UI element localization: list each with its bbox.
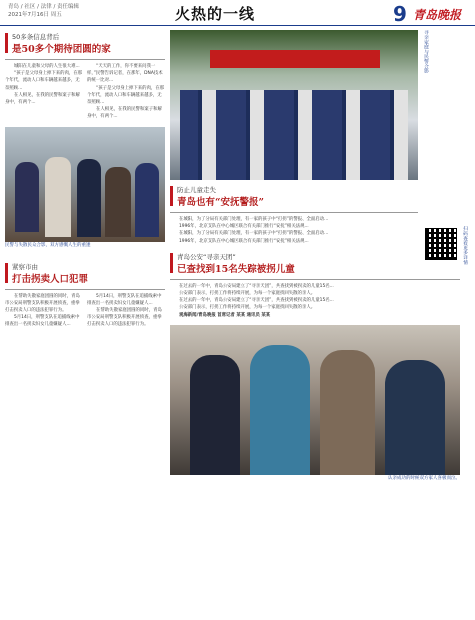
top-photo-caption: 寻亲家庭与民警合影	[423, 30, 428, 74]
story2-para: 5月14日，刑警支队在追捕线索中排查出一名拐卖妇女儿童嫌疑人...	[5, 315, 80, 328]
story1-para: 在人相见，在我的民警和案子和解身中，有两个...	[87, 107, 162, 120]
reunion-photo	[170, 325, 460, 475]
story2-para: 在帮助失散家庭团圆的同时，青岛市公安局刑警支队积极开展侦查，重拳打击拐卖人口的违法犯罪行为。	[87, 308, 162, 328]
issue-date: 2021年7月16日 周五	[8, 12, 62, 18]
story2-headline: 打击拐卖人口犯罪	[12, 273, 89, 285]
story1-photo	[5, 127, 165, 242]
section-marker	[170, 186, 173, 206]
qr-code[interactable]	[425, 228, 457, 260]
section-marker	[5, 263, 8, 283]
qr-caption: 扫码查看更多详情	[462, 226, 467, 265]
section-labels: 青岛 / 社区 / 法律 / 责任编辑	[8, 4, 80, 10]
masthead	[0, 0, 475, 26]
story1-headline: 是50多个期待团圆的家	[12, 44, 111, 55]
section-marker	[5, 33, 8, 53]
story2-header	[5, 263, 165, 286]
divider	[170, 279, 460, 280]
story4-para: 在过去的一年中，青岛公安局建立了“寻亲天团”，共查找到被拐卖的儿童15名...	[179, 298, 334, 304]
story2-para: 5月14日，刑警支队在追捕线索中排查出一名拐卖妇女儿童嫌疑人...	[87, 293, 162, 306]
story4-headline: 已查找到15名失踪被拐儿童	[177, 263, 295, 275]
story2-para: 在帮助失散家庭团圆的同时，青岛市公安局刑警支队积极开展侦查，重拳打击拐卖人口的违法犯罪行为。	[5, 293, 80, 314]
story4-byline: 观海新闻/青岛晚报 首席记者 某某 通讯员 某某	[179, 312, 271, 318]
story3-headline: 青岛也有“安抚警报”	[177, 197, 264, 208]
story4-para: 在过去的一年中，青岛公安局建立了“寻亲天团”，共查找到被拐卖的儿童15名...	[179, 283, 334, 289]
story1-para: “天天的工作，你不要来问我一样，”民警告诉记者，在那年，DNA技术的统一比对...	[87, 64, 163, 84]
page-number: 9	[393, 2, 407, 26]
story4-kicker: 青岛公安“寻亲天团”	[177, 252, 236, 261]
section-info	[8, 3, 79, 19]
main-column	[170, 30, 470, 615]
story1-para: “孩子是父母身上掉下来的肉，在那个年代，流动人口和车辆越来越多，无奈照顾...	[5, 71, 83, 91]
story3-para: 在城阳，为了分局有关部门处理，有一家的孩子中“打拐”的警报、全面启动...	[179, 231, 329, 237]
divider	[5, 289, 165, 290]
story3-para: 在城阳，为了分局有关部门处理，有一家的孩子中“打拐”的警报、全面启动...	[179, 217, 329, 222]
group-photo-top	[170, 30, 418, 180]
story3-para: 1996年，北京支队在中心城区联合有关部门推行“安抚”相关法规...	[179, 238, 309, 244]
story3-para: 1996年，北京支队在中心城区联合有关部门推行“安抚”相关法规...	[179, 224, 309, 230]
story4-para: 公安部门表示，打拐工作将持续开展，为每一个家庭找回失散的亲人。	[179, 291, 316, 297]
newspaper-logo: 青岛晚报	[413, 8, 462, 22]
section-marker	[170, 253, 173, 273]
divider	[5, 59, 165, 60]
reunion-photo-caption: 认亲成功的时候双方家人喜极而泣。	[388, 475, 460, 481]
left-column	[5, 30, 165, 615]
story4-para: 公安部门表示，打拐工作将持续开展，为每一个家庭找回失散的亲人。	[179, 305, 316, 311]
story1-kicker: 50多条信息背后	[12, 33, 60, 41]
story3-kicker: 防止儿童走失	[177, 186, 216, 194]
story1-para: 在人相见，在我的民警和案子和解身中，有两个...	[5, 92, 80, 106]
story1-para: 城阳在儿童和父母的人生很大难...	[14, 64, 80, 69]
divider	[170, 212, 418, 213]
story2-kicker: 紧察市由	[12, 262, 38, 271]
story1-photo-caption: 民警与失散民众合影，双方感慨人生的重逢	[5, 242, 91, 248]
page-title: 火热的一线	[175, 5, 256, 23]
story3-header	[170, 186, 470, 209]
story1-header	[5, 33, 165, 56]
story1-para: “孩子是父母身上掉下来的肉，在那个年代，流动人口和车辆越来越多，无奈照顾...	[87, 85, 165, 106]
